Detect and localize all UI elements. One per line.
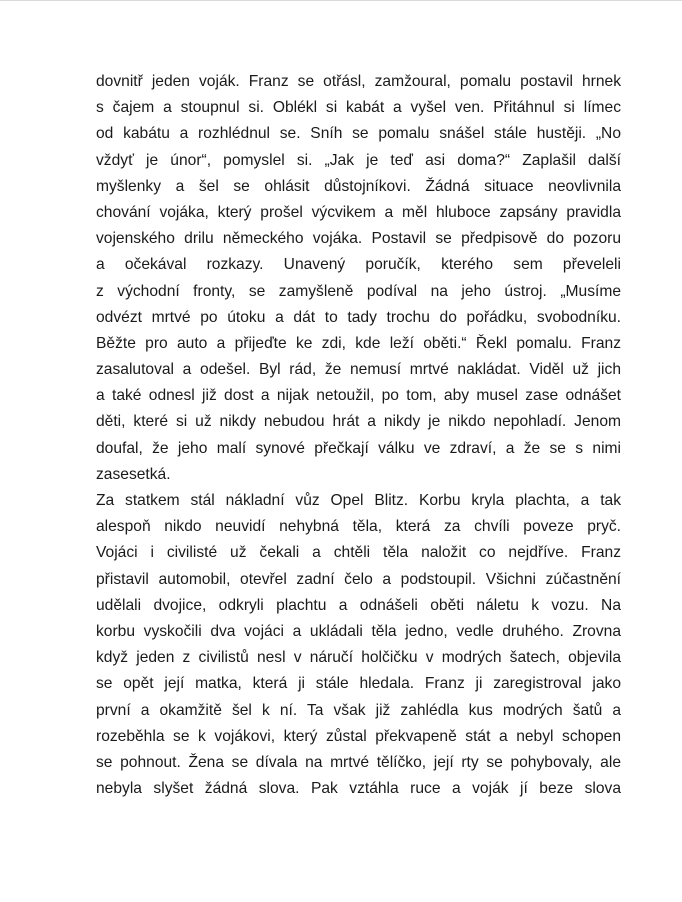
text-line: zasesetká. [96, 465, 171, 483]
text-line: rozeběhla se k vojákovi, který zůstal překvapeně stát a nebyl schopen [96, 727, 621, 745]
text-line: se opět její matka, která ji stále hledala. Franz ji zaregistroval jako [96, 675, 621, 693]
text-line: od kabátu a rozhlédnul se. Sníh se pomalu snášel stále hustěji. „No [96, 125, 621, 143]
text-line: a také odnesl již dost a nijak netoužil, po tom, aby musel zase odnášet [96, 387, 621, 405]
text-line: myšlenky a šel se ohlásit důstojníkovi. Žádná situace neovlivnila [96, 177, 621, 195]
text-line: se pohnout. Žena se dívala na mrtvé tělíčko, její rty se pohybovaly, ale [96, 753, 621, 771]
text-line: a očekával rozkazy. Unavený poručík, kterého sem převeleli [96, 256, 621, 274]
text-line: udělali dvojice, odkryli plachtu a odnášeli oběti náletu k vozu. Na [96, 596, 621, 614]
text-line: s čajem a stoupnul si. Oblékl si kabát a vyšel ven. Přitáhnul si límec [96, 99, 621, 117]
text-line: chování vojáka, který prošel výcvikem a měl hluboce zapsány pravidla [96, 203, 621, 221]
page-top-border [0, 0, 682, 1]
text-line: Běžte pro auto a přijeďte ke zdi, kde leží oběti.“ Řekl pomalu. Franz [96, 334, 621, 352]
text-line: přistavil automobil, otevřel zadní čelo a podstoupil. Všichni zúčastnění [96, 570, 621, 588]
text-line: dovnitř jeden voják. Franz se otřásl, zamžoural, pomalu postavil hrnek [96, 73, 621, 90]
body-text [96, 69, 621, 802]
text-line: alespoň nikdo neuvidí nehybná těla, která za chvíli poveze pryč. [96, 518, 621, 536]
text-line: odvézt mrtvé po útoku a dát to tady trochu do pořádku, svobodníku. [96, 308, 621, 326]
text-line: když jeden z civilistů nesl v náručí holčičku v modrých šatech, objevila [96, 649, 621, 667]
text-line: doufal, že jeho malí synové přečkají válku ve zdraví, a že se s nimi [96, 439, 621, 457]
text-line: z východní fronty, se zamyšleně podíval na jeho ústroj. „Musíme [96, 282, 621, 300]
text-line: Za statkem stál nákladní vůz Opel Blitz. Korbu kryla plachta, a tak [96, 492, 621, 509]
text-line: Vojáci i civilisté už čekali a chtěli těla naložit co nejdříve. Franz [96, 544, 621, 562]
text-line: první a okamžitě šel k ní. Ta však již zahlédla kus modrých šatů a [96, 701, 621, 719]
text-line: nebyla slyšet žádná slova. Pak vztáhla ruce a voják jí beze slova [96, 780, 621, 798]
text-line: zasalutoval a odešel. Byl rád, že nemusí mrtvé nakládat. Viděl už jich [96, 361, 621, 379]
text-line: korbu vyskočili dva vojáci a ukládali těla jedno, vedle druhého. Zrovna [96, 622, 621, 640]
text-line: děti, které si už nikdy nebudou hrát a nikdy je nikdo nepohladí. Jenom [96, 413, 621, 431]
text-line: vždyť je únor“, pomyslel si. „Jak je teď asi doma?“ Zaplašil další [96, 151, 621, 169]
text-line: vojenského drilu německého vojáka. Postavil se předpisově do pozoru [96, 230, 621, 248]
